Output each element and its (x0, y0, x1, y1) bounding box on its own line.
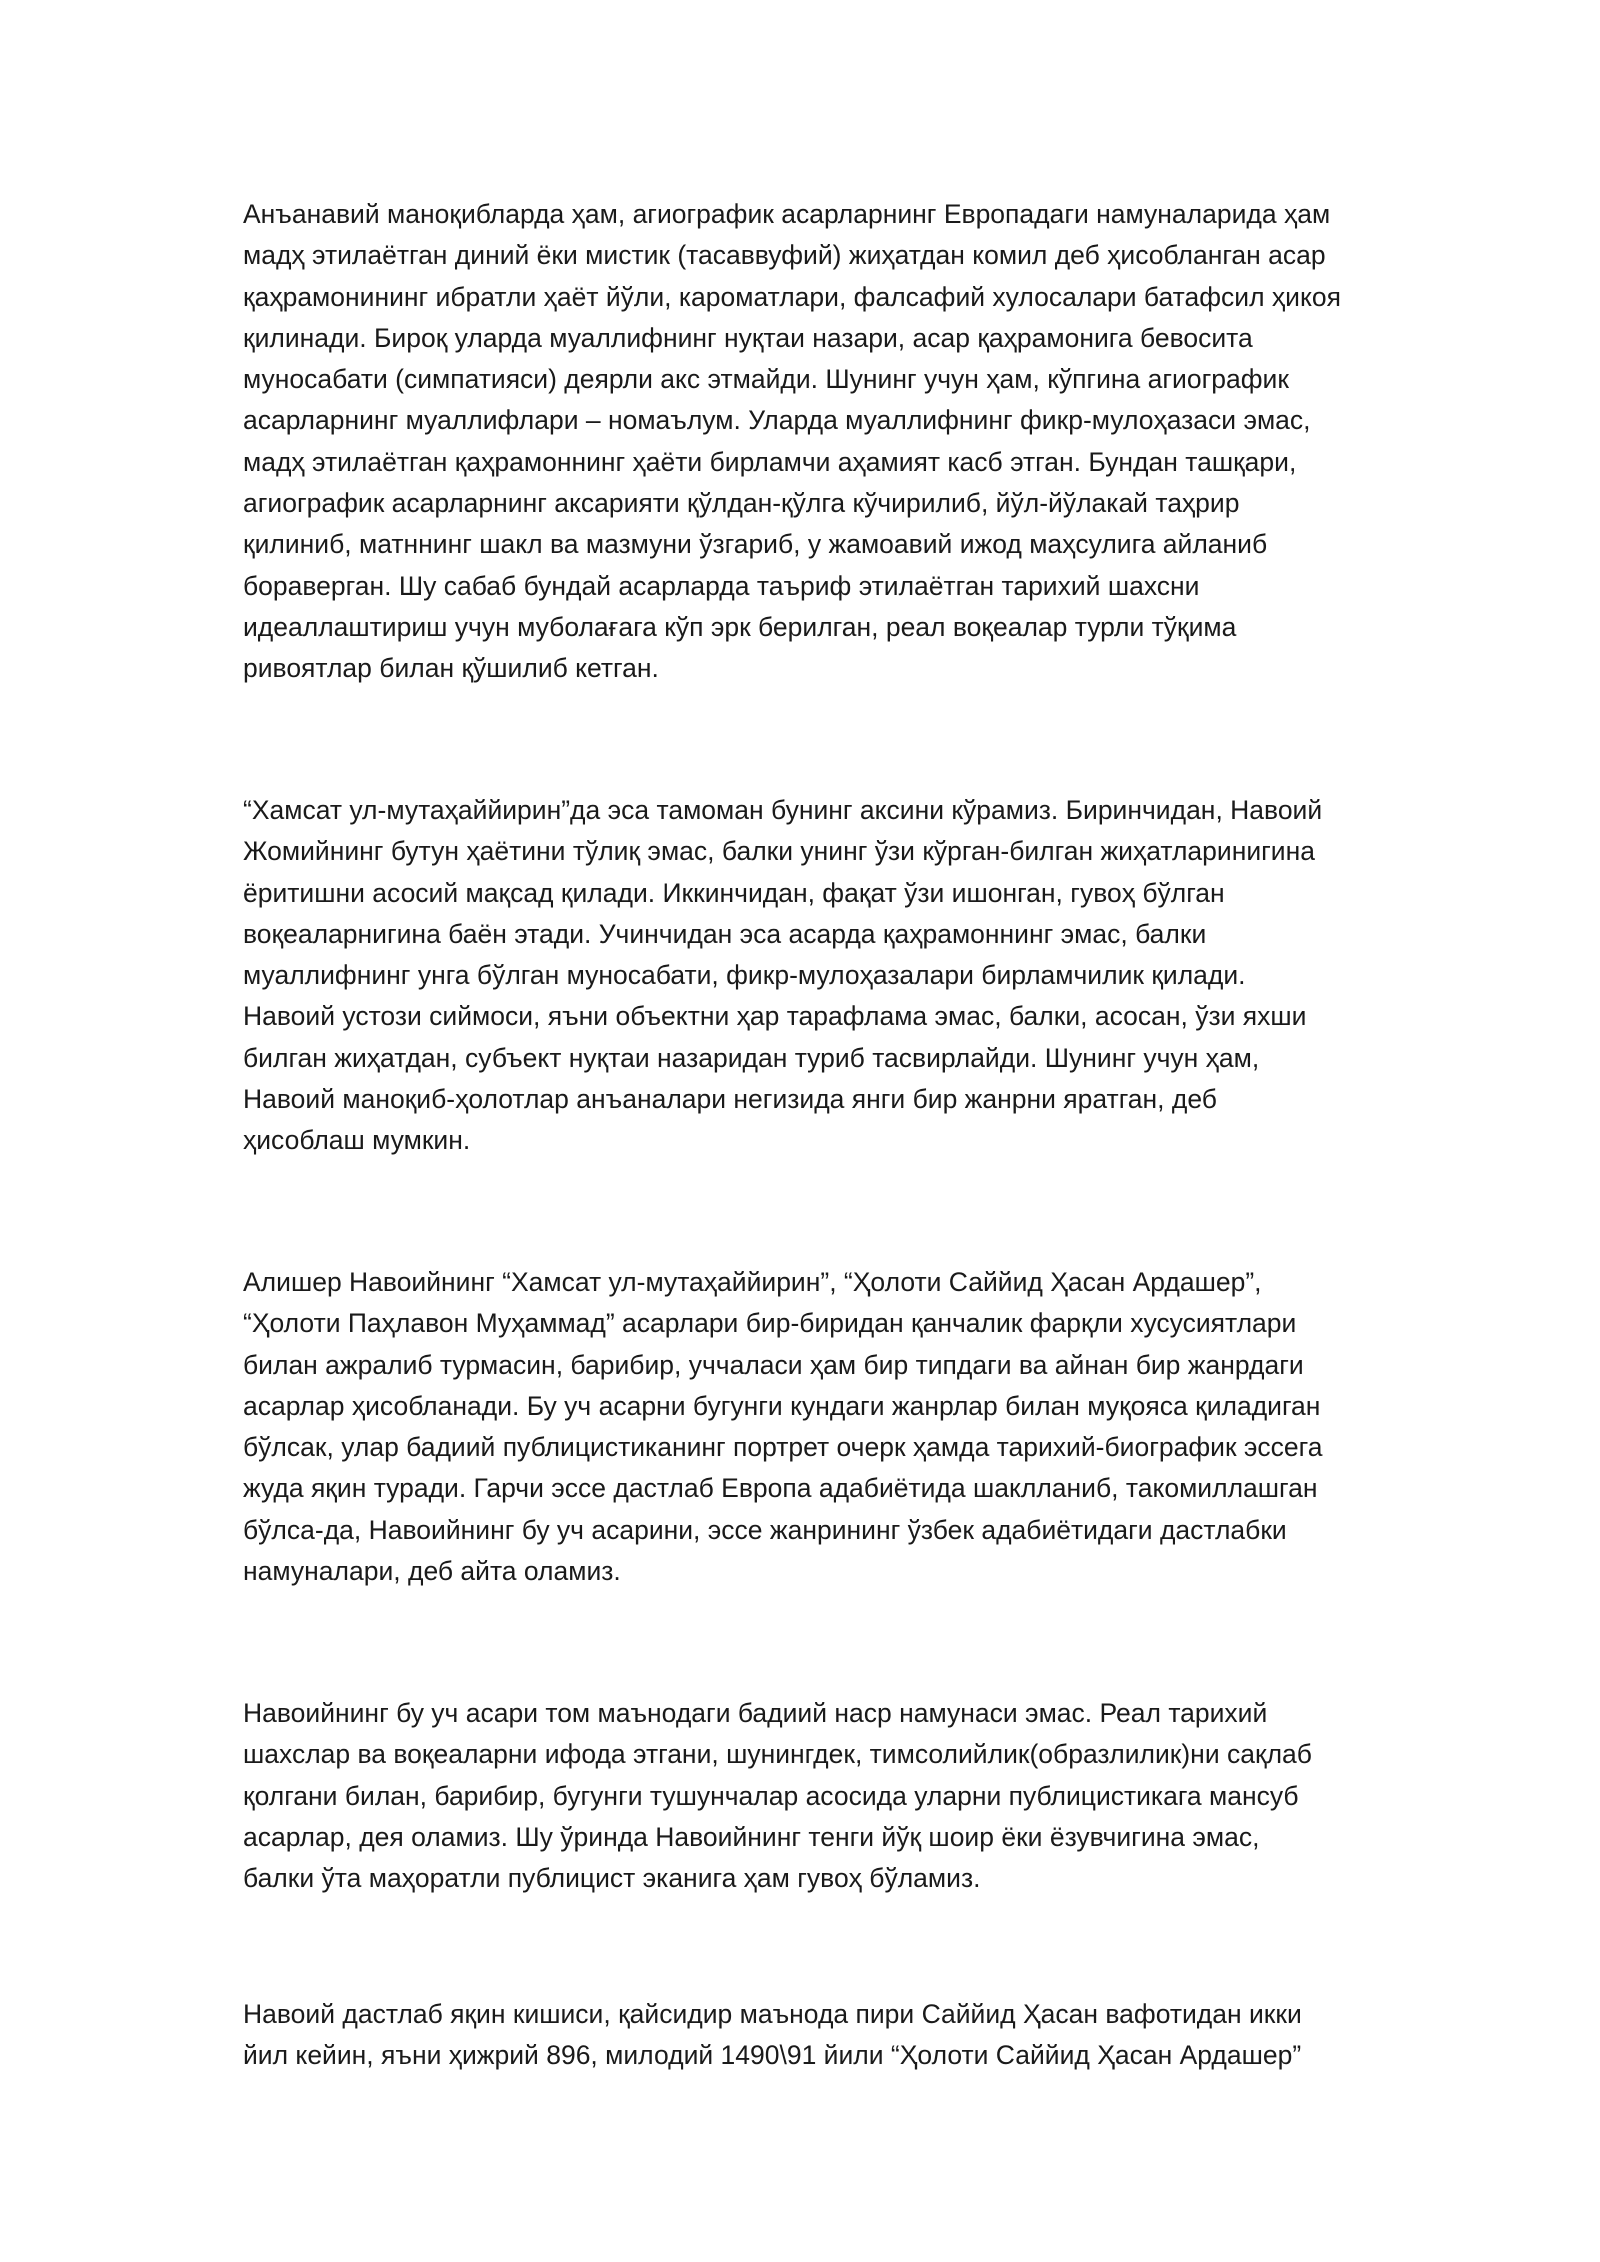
paragraph-line: идеаллаштириш учун муболағага кўп эрк берилган, реал воқеалар турли тўқима (243, 611, 1237, 642)
paragraph-line: мадҳ этилаётган қаҳрамоннинг ҳаёти бирламчи аҳамият касб этган. Бундан ташқари, (243, 446, 1297, 477)
paragraph-line: Навоий устози сиймоси, яъни объектни ҳар тарафлама эмас, балки, асосан, ўзи яхши (243, 1001, 1307, 1032)
paragraph-2 (243, 790, 1363, 1162)
paragraph-3 (243, 1262, 1363, 1592)
paragraph-5 (243, 1994, 1363, 2077)
paragraph-line: билган жиҳатдан, субъект нуқтаи назаридан туриб тасвирлайди. Шунинг учун ҳам, (243, 1042, 1260, 1073)
paragraph-line: шахслар ва воқеаларни ифода этгани, шунингдек, тимсолийлик(образлилик)ни сақлаб (243, 1739, 1312, 1770)
paragraph-line: асарлар ҳисобланади. Бу уч асарни бугунги кундаги жанрлар билан муқояса қиладиган (243, 1390, 1321, 1421)
paragraph-line: балки ўта маҳоратли публицист эканига ҳам гувоҳ бўламиз. (243, 1863, 981, 1894)
paragraph-line: қилинади. Бироқ уларда муаллифнинг нуқтаи назари, асар қаҳрамонига бевосита (243, 322, 1253, 353)
paragraph-line: намуналари, деб айта оламиз. (243, 1556, 621, 1587)
paragraph-line: асарлар, дея оламиз. Шу ўринда Навоийнинг тенги йўқ шоир ёки ёзувчигина эмас, (243, 1821, 1260, 1852)
paragraph-line: ёритишни асосий мақсад қилади. Иккинчидан, фақат ўзи ишонган, гувоҳ бўлган (243, 877, 1225, 908)
paragraph-line: “Хамсат ул-мутаҳаййирин”да эса тамоман бунинг аксини кўрамиз. Биринчидан, Навоий (243, 795, 1323, 825)
paragraph-line: қилиниб, матннинг шакл ва мазмуни ўзгариб, у жамоавий ижод маҳсулига айланиб (243, 529, 1268, 560)
paragraph-line: қаҳрамонининг ибратли ҳаёт йўли, кароматлари, фалсафий хулосалари батафсил ҳикоя (243, 281, 1341, 312)
paragraph-line: асарларнинг муаллифлари – номаълум. Уларда муаллифнинг фикр-мулоҳазаси эмас, (243, 405, 1311, 436)
paragraph-line: бўлса-да, Навоийнинг бу уч асарини, эссе жанрининг ўзбек адабиётидаги дастлабки (243, 1514, 1287, 1545)
paragraph-line: Навоий дастлаб яқин кишиси, қайсидир маънода пири Саййид Ҳасан вафотидан икки (243, 1999, 1302, 2029)
paragraph-line: муаллифнинг унга бўлган муносабати, фикр-мулоҳазалари бирламчилик қилади. (243, 960, 1246, 991)
paragraph-line: “Ҳолоти Паҳлавон Муҳаммад” асарлари бир-биридан қанчалик фарқли хусусиятлари (243, 1308, 1297, 1339)
paragraph-4 (243, 1693, 1363, 1899)
paragraph-line: жуда яқин туради. Гарчи эссе дастлаб Европа адабиётида шаклланиб, такомиллашган (243, 1473, 1318, 1504)
paragraph-line: муносабати (симпатияси) деярли акс этмайди. Шунинг учун ҳам, кўпгина агиографик (243, 364, 1289, 395)
paragraph-line: қолгани билан, барибир, бугунги тушунчалар асосида уларни публицистикага мансуб (243, 1780, 1299, 1811)
paragraph-line: Жомийнинг бутун ҳаётини тўлиқ эмас, балки унинг ўзи кўрган-билган жиҳатларинигина (243, 836, 1315, 867)
paragraph-line: Навоийнинг бу уч асари том маънодаги бадиий наср намунаси эмас. Реал тарихий (243, 1698, 1268, 1728)
paragraph-line: билан ажралиб турмасин, барибир, уччаласи ҳам бир типдаги ва айнан бир жанрдаги (243, 1349, 1304, 1380)
paragraph-line: мадҳ этилаётган диний ёки мистик (тасаввуфий) жиҳатдан комил деб ҳисобланган асар (243, 240, 1326, 271)
paragraph-line: бўлсак, улар бадиий публицистиканинг портрет очерк ҳамда тарихий-биографик эссега (243, 1432, 1323, 1463)
paragraph-1 (243, 194, 1363, 690)
paragraph-line: Навоий маноқиб-ҳолотлар анъаналари негизида янги бир жанрни яратган, деб (243, 1084, 1217, 1115)
paragraph-line: ҳисоблаш мумкин. (243, 1125, 471, 1156)
paragraph-line: ривоятлар билан қўшилиб кетган. (243, 653, 659, 684)
paragraph-line: бораверган. Шу сабаб бундай асарларда таъриф этилаётган тарихий шахсни (243, 570, 1200, 601)
paragraph-line: воқеаларнигина баён этади. Учинчидан эса асарда қаҳрамоннинг эмас, балки (243, 918, 1207, 949)
paragraph-line: Анъанавий маноқибларда ҳам, агиографик асарларнинг Европадаги намуналарида ҳам (243, 199, 1331, 229)
paragraph-line: агиографик асарларнинг аксарияти қўлдан-қўлга кўчирилиб, йўл-йўлакай таҳрир (243, 488, 1240, 519)
paragraph-line: Алишер Навоийнинг “Хамсат ул-мутаҳаййирин”, “Ҳолоти Саййид Ҳасан Ардашер”, (243, 1267, 1262, 1297)
paragraph-line: йил кейин, яъни ҳижрий 896, милодий 1490\91 йили “Ҳолоти Саййид Ҳасан Ардашер” (243, 2040, 1302, 2071)
